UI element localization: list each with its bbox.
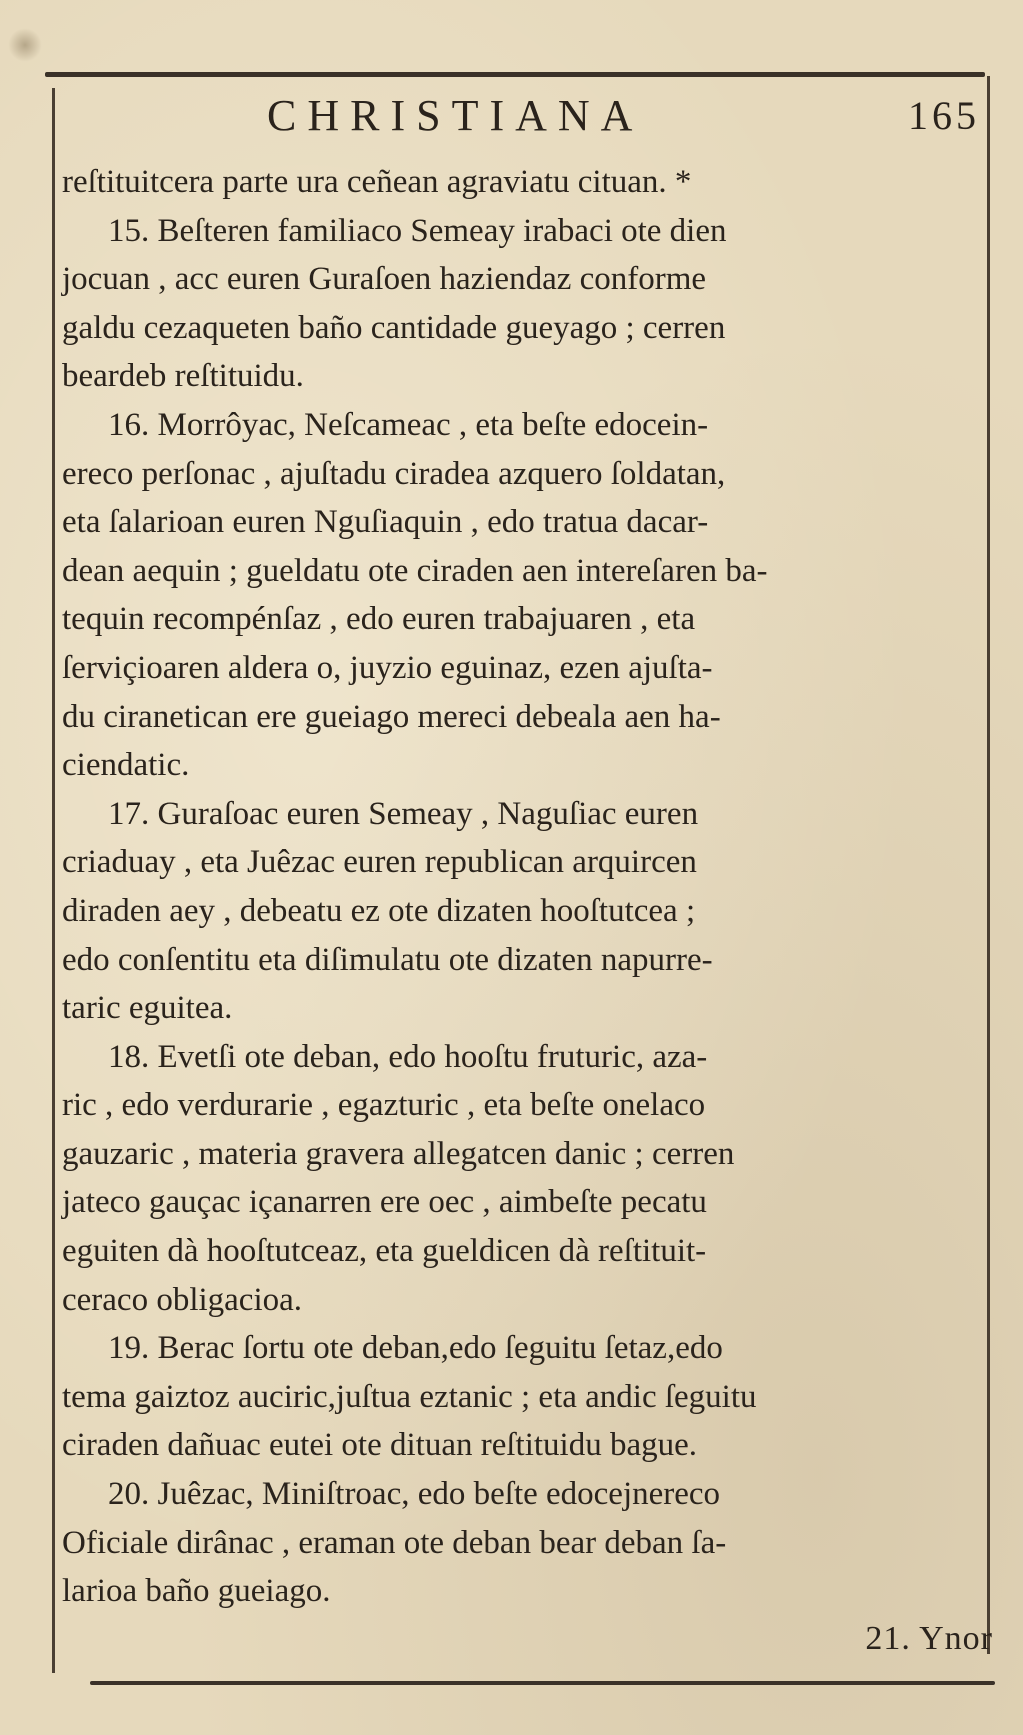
text-line: 16. Morrôyac, Neſcameac , eta beſte edocein- <box>108 406 709 443</box>
text-line: tema gaiztoz auciric,juſtua eztanic ; eta andic ſeguitu <box>62 1378 757 1415</box>
binding-stain <box>8 28 42 62</box>
text-line: eta ſalarioan euren Nguſiaquin , edo tratua dacar- <box>62 504 709 541</box>
text-line: ciraden dañuac eutei ote dituan reſtituidu bague. <box>62 1427 697 1464</box>
text-line: ciendatic. <box>62 747 190 784</box>
text-line: taric eguitea. <box>62 990 233 1027</box>
text-line: jateco gauçac içanarren ere oec , aimbeſte pecatu <box>62 1184 707 1221</box>
running-title: CHRISTIANA <box>267 91 644 140</box>
text-line: larioa baño gueiago. <box>62 1573 331 1610</box>
text-line: du ciranetican ere gueiago mereci debeala aen ha- <box>62 698 721 735</box>
text-line: eguiten dà hooſtutceaz, eta gueldicen dà reſtituit- <box>62 1233 707 1270</box>
text-line: ereco perſonac , ajuſtadu ciradea azquero ſoldatan, <box>62 455 726 492</box>
text-line: ceraco obligacioa. <box>62 1281 303 1318</box>
body-text <box>62 158 984 1616</box>
left-frame-line <box>52 88 55 1673</box>
top-rule <box>45 72 985 77</box>
text-line: Oficiale dirânac , eraman ote deban bear deban ſa- <box>62 1524 727 1561</box>
text-line: ſerviçioaren aldera o, juyzio eguinaz, ezen ajuſta- <box>62 649 713 686</box>
text-line: reſtituitcera parte ura ceñean agraviatu cituan. * <box>62 164 692 200</box>
text-line: galdu cezaqueten baño cantidade gueyago ; cerren <box>62 309 726 346</box>
text-line: diraden aey , debeatu ez ote dizaten hooſtutcea ; <box>62 892 696 929</box>
text-line: tequin recompénſaz , edo euren trabajuaren , eta <box>62 601 696 638</box>
text-line: edo conſentitu eta diſimulatu ote dizaten napurre- <box>62 941 713 978</box>
text-line: beardeb reſtituidu. <box>62 358 304 395</box>
running-header <box>60 90 980 150</box>
catchword: 21. Ynor <box>865 1620 993 1657</box>
text-line: gauzaric , materia gravera allegatcen danic ; cerren <box>62 1135 735 1172</box>
text-line: 19. Berac ſortu ote deban,edo ſeguitu ſetaz,edo <box>108 1330 723 1367</box>
text-line: ric , edo verdurarie , egazturic , eta beſte onelaco <box>62 1087 706 1124</box>
text-line: 18. Evetſi ote deban, edo hooſtu fruturic, aza- <box>108 1038 708 1075</box>
text-line: criaduay , eta Juêzac euren republican arquircen <box>62 844 697 881</box>
page-number: 165 <box>908 93 980 138</box>
bottom-rule <box>90 1681 995 1685</box>
right-frame-line <box>987 76 990 1654</box>
text-line: jocuan , acc euren Guraſoen haziendaz conforme <box>62 261 707 298</box>
text-line: dean aequin ; gueldatu ote ciraden aen intereſaren ba- <box>62 552 768 589</box>
text-line: 17. Guraſoac euren Semeay , Naguſiac euren <box>108 795 699 832</box>
text-line: 15. Beſteren familiaco Semeay irabaci ote dien <box>108 212 727 249</box>
text-line: 20. Juêzac, Miniſtroac, edo beſte edocejnereco <box>108 1476 721 1513</box>
